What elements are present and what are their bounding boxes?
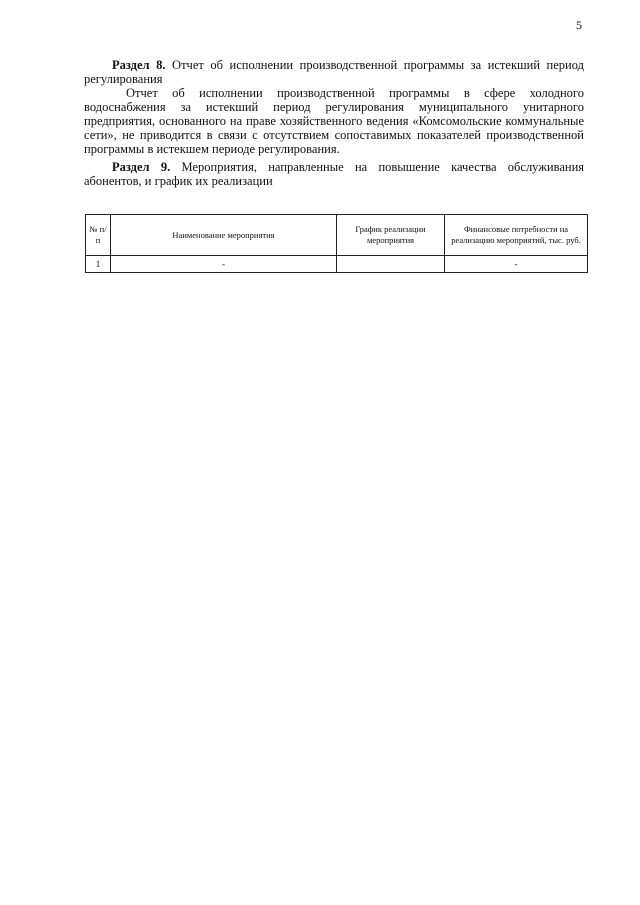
section-8-body: Отчет об исполнении производственной программы в сфере холодного водоснабжения за истекший период регулирования муниципального унитарного предприятия, основанного на праве хозяйственного ведения «Комсомольские коммунальные сети», не приводится в связи с отсутствием сопоставимых показателей производственной программы в истекшем периоде регулирования. bbox=[84, 86, 584, 156]
cell-finance: - bbox=[445, 256, 588, 273]
cell-num: 1 bbox=[86, 256, 111, 273]
header-schedule: График реализации мероприятия bbox=[337, 215, 445, 256]
table-row bbox=[86, 256, 588, 273]
header-finance: Финансовые потребности на реализацию мероприятий, тыс. руб. bbox=[445, 215, 588, 256]
page-number: 5 bbox=[576, 18, 582, 32]
section-8-heading bbox=[84, 58, 584, 86]
events-table bbox=[85, 214, 588, 273]
section-9-heading bbox=[84, 160, 584, 188]
section-8-title: Отчет об исполнении производственной программы за истекший период регулирования bbox=[84, 58, 584, 86]
section-9-title: Мероприятия, направленные на повышение качества обслуживания абонентов, и график их реализации bbox=[84, 160, 585, 188]
cell-name: - bbox=[111, 256, 337, 273]
cell-schedule bbox=[337, 256, 445, 273]
section-9-label: Раздел 9. bbox=[112, 160, 171, 174]
table-header-row bbox=[86, 215, 588, 256]
header-num: № п/п bbox=[86, 215, 111, 256]
section-8-label: Раздел 8. bbox=[112, 58, 166, 72]
header-name: Наименование мероприятия bbox=[111, 215, 337, 256]
